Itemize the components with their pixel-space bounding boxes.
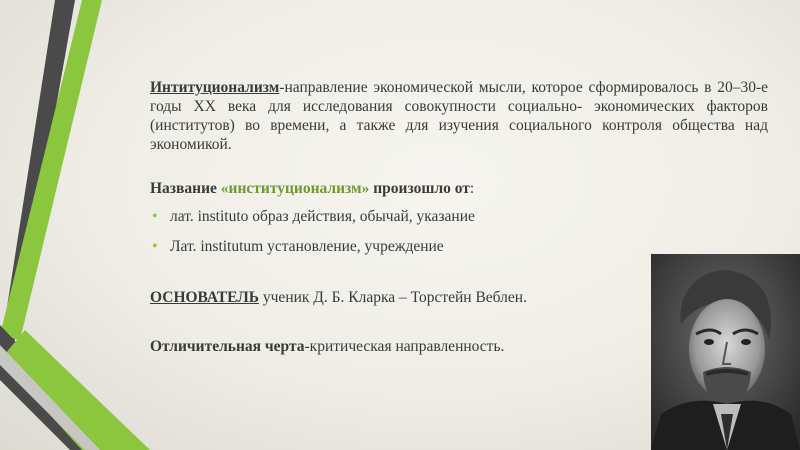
definition-paragraph [150,78,768,154]
bullet-icon: • [152,238,158,255]
bullet-icon: • [152,208,158,225]
portrait-photo [651,254,800,450]
founder-line [150,289,527,307]
feature-line [150,338,504,356]
definition-text [150,78,768,154]
origin-prefix: Название [150,180,217,197]
founder-label: ОСНОВАТЕЛЬ [150,289,260,306]
portrait-image [651,254,800,450]
bullet-text: Лат. institutum установление, учреждение [170,238,444,255]
definition-term: Интитуционализм [150,79,280,96]
list-item [152,237,475,267]
origin-colon: : [469,180,475,197]
origin-term: «институционализм» [220,180,370,197]
list-item [152,207,475,237]
origin-line [150,180,474,198]
origin-bullet-list [152,207,475,267]
origin-suffix: произошло от [373,180,470,197]
feature-text: -критическая направленность. [304,338,505,355]
founder-text: ученик Д. Б. Кларка – Торстейн Веблен. [259,289,527,306]
definition-body: -направление экономической мысли, которое сформировалось в 20–30-е годы XX века для исследования совокупности социально- экономических факторов (институтов) во времени, а также для изучения социального контроля общества над экономикой. [150,79,768,153]
bullet-text: лат. instituto образ действия, обычай, указание [170,208,475,225]
feature-label: Отличительная черта [150,338,305,355]
